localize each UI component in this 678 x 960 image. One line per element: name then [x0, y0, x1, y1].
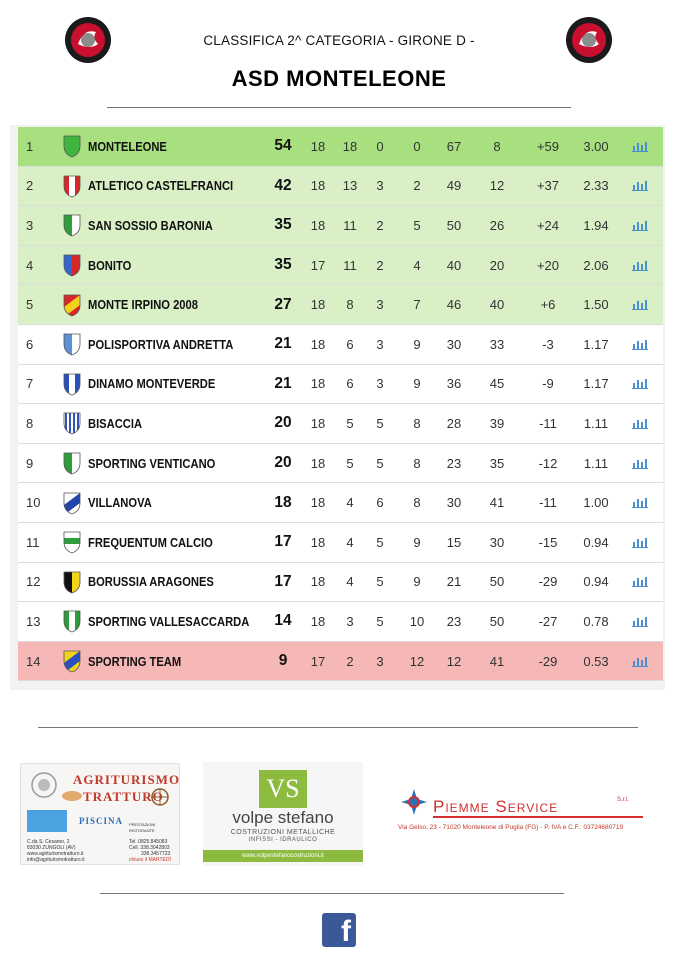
position: 2 — [26, 178, 34, 194]
team-shield-icon — [61, 206, 83, 245]
agriturismo-tel2: Cell. 338.3042803 — [129, 845, 170, 851]
volpe-sub1: COSTRUZIONI METALLICHE — [230, 829, 336, 836]
piemme-name: Piemme Service — [433, 797, 559, 816]
won: 4 — [346, 574, 354, 590]
won: 6 — [346, 336, 354, 352]
played: 18 — [310, 297, 326, 313]
played: 18 — [310, 217, 326, 233]
played: 17 — [310, 257, 326, 273]
played: 18 — [310, 138, 326, 154]
points: 35 — [274, 216, 292, 234]
volpe-web: www.volpestefanocostruzioni.it — [203, 850, 363, 862]
points-average: 2.06 — [583, 257, 609, 273]
standings-table-container — [10, 125, 665, 690]
lost: 4 — [413, 257, 421, 273]
lost: 0 — [413, 138, 421, 154]
position: 7 — [26, 376, 34, 392]
goals-against: 33 — [489, 336, 505, 352]
team-shield-icon — [61, 642, 83, 681]
won: 5 — [346, 415, 354, 431]
drawn: 3 — [376, 653, 384, 669]
lost: 7 — [413, 297, 421, 313]
pool-image — [27, 810, 67, 832]
goals-against: 26 — [489, 217, 505, 233]
points: 9 — [278, 652, 288, 670]
goal-difference: -9 — [542, 376, 554, 392]
goals-for: 50 — [446, 217, 462, 233]
goals-for: 28 — [446, 415, 462, 431]
team-shield-icon — [61, 444, 83, 483]
drawn: 6 — [376, 495, 384, 511]
goal-difference: -3 — [542, 336, 554, 352]
table-row — [18, 483, 663, 523]
stats-chart-icon[interactable] — [630, 285, 650, 324]
won: 11 — [343, 217, 357, 233]
goals-against: 50 — [489, 574, 505, 590]
volpe-name: volpe stefano — [232, 808, 334, 827]
team-name: DINAMO MONTEVERDE — [88, 376, 216, 392]
points-average: 1.17 — [583, 376, 609, 392]
points: 21 — [274, 374, 292, 392]
agriturismo-mail: info@agriturismotratturo.it — [27, 857, 85, 863]
divider-middle — [38, 727, 638, 728]
points: 18 — [274, 493, 292, 511]
played: 17 — [310, 653, 326, 669]
team-name: MONTELEONE — [88, 138, 167, 154]
played: 18 — [310, 495, 326, 511]
won: 13 — [342, 178, 358, 194]
facebook-icon[interactable]: f — [322, 913, 356, 947]
goal-difference: +24 — [536, 217, 560, 233]
played: 18 — [310, 613, 326, 629]
agriturismo-addr2: 83030 ZUNGOLI (AV) — [27, 845, 76, 851]
agriturismo-addr1: C.da S. Cesareo, 2 — [27, 839, 70, 845]
team-name: SAN SOSSIO BARONIA — [88, 217, 213, 233]
goals-for: 40 — [446, 257, 462, 273]
stats-chart-icon[interactable] — [630, 483, 650, 522]
played: 18 — [310, 415, 326, 431]
agriturismo-emblem-icon — [31, 772, 57, 798]
goals-for: 23 — [446, 455, 462, 471]
goals-against: 40 — [489, 297, 505, 313]
team-shield-icon — [61, 523, 83, 562]
table-row — [18, 563, 663, 603]
drawn: 2 — [376, 217, 384, 233]
goals-against: 12 — [489, 178, 505, 194]
won: 18 — [342, 138, 358, 154]
agriturismo-piscina: PISCINA — [79, 816, 124, 826]
goals-for: 21 — [446, 574, 462, 590]
piemme-suffix: S.r.l. — [617, 797, 630, 803]
goals-against: 41 — [489, 495, 505, 511]
team-name: BONITO — [88, 257, 132, 273]
team-name: BORUSSIA ARAGONES — [88, 574, 214, 590]
points: 27 — [274, 295, 292, 313]
points-average: 0.53 — [583, 653, 609, 669]
table-row — [18, 642, 663, 682]
position: 12 — [26, 574, 41, 590]
table-row — [18, 365, 663, 405]
team-shield-icon — [61, 127, 83, 166]
agriturismo-tel3: 338.3457723 — [141, 851, 171, 857]
points: 54 — [274, 137, 292, 155]
played: 18 — [310, 336, 326, 352]
table-row — [18, 602, 663, 642]
stats-chart-icon[interactable] — [630, 167, 650, 206]
team-shield-icon — [61, 602, 83, 641]
table-row — [18, 444, 663, 484]
points: 17 — [274, 533, 292, 551]
team-name: FREQUENTUM CALCIO — [88, 534, 213, 550]
goal-difference: -15 — [538, 534, 558, 550]
stats-chart-icon[interactable] — [630, 206, 650, 245]
won: 2 — [346, 653, 354, 669]
goal-difference: -27 — [538, 613, 558, 629]
goal-difference: -11 — [539, 415, 557, 431]
sponsor-piemme-service[interactable] — [393, 787, 658, 839]
volpe-logo: VS — [259, 770, 307, 808]
stats-chart-icon[interactable] — [630, 404, 650, 443]
team-shield-icon — [61, 404, 83, 443]
played: 18 — [310, 455, 326, 471]
lost: 2 — [413, 178, 421, 194]
agriturismo-name-2: TRATTURO — [83, 789, 164, 804]
lost: 8 — [413, 455, 421, 471]
won: 4 — [346, 534, 354, 550]
team-shield-icon — [61, 167, 83, 206]
team-name: SPORTING VALLESACCARDA — [88, 613, 250, 629]
table-row — [18, 246, 663, 286]
agriturismo-tel1: Tel. 0825.845083 — [129, 839, 168, 845]
standings-table — [18, 127, 663, 681]
points: 42 — [274, 176, 292, 194]
sponsor-agriturismo[interactable] — [20, 763, 180, 865]
drawn: 5 — [376, 455, 384, 471]
stats-chart-icon[interactable] — [630, 325, 650, 364]
wagon-wheel-icon — [149, 788, 171, 806]
drawn: 5 — [376, 613, 384, 629]
goal-difference: -12 — [538, 455, 558, 471]
goal-difference: +6 — [540, 297, 556, 313]
points: 35 — [274, 256, 292, 274]
points-average: 1.94 — [583, 217, 609, 233]
drawn: 2 — [376, 257, 384, 273]
goals-against: 35 — [489, 455, 505, 471]
stats-chart-icon[interactable] — [630, 365, 650, 404]
position: 13 — [26, 613, 41, 629]
position: 6 — [26, 336, 34, 352]
stats-chart-icon[interactable] — [630, 127, 650, 166]
goals-against: 41 — [489, 653, 505, 669]
divider-bottom — [100, 893, 564, 894]
points: 20 — [274, 414, 292, 432]
agriturismo-services: PRESTAZIONI RISTORANTE — [129, 822, 156, 833]
table-row — [18, 206, 663, 246]
drawn: 3 — [376, 178, 384, 194]
points: 14 — [274, 612, 292, 630]
goals-for: 46 — [446, 297, 462, 313]
team-name: MONTE IRPINO 2008 — [88, 297, 198, 313]
agriturismo-name-1: AGRITURISMO — [73, 772, 181, 787]
position: 9 — [26, 455, 34, 471]
points-average: 0.94 — [583, 574, 609, 590]
stats-chart-icon[interactable] — [630, 246, 650, 285]
lost: 10 — [409, 613, 425, 629]
page-title: ASD MONTELEONE — [231, 66, 447, 91]
goals-for: 49 — [446, 178, 462, 194]
won: 11 — [343, 257, 357, 273]
table-row — [18, 325, 663, 365]
position: 3 — [26, 217, 34, 233]
position: 1 — [26, 138, 34, 154]
table-row — [18, 523, 663, 563]
team-name: BISACCIA — [88, 415, 143, 431]
stats-chart-icon[interactable] — [630, 602, 650, 641]
team-name: SPORTING TEAM — [88, 653, 182, 669]
goal-difference: +20 — [536, 257, 560, 273]
divider-top — [107, 107, 571, 108]
goals-against: 50 — [489, 613, 505, 629]
goals-for: 23 — [446, 613, 462, 629]
goals-for: 30 — [446, 495, 462, 511]
won: 6 — [346, 376, 354, 392]
goal-difference: +37 — [536, 178, 560, 194]
table-row — [18, 167, 663, 207]
drawn: 5 — [376, 574, 384, 590]
piemme-address: Via Gelso, 23 - 71020 Monteleone di Puglia (FG) - P. IVA e C.F.: 03724680719 — [398, 824, 624, 831]
points: 21 — [274, 335, 292, 353]
table-row — [18, 404, 663, 444]
table-row — [18, 285, 663, 325]
team-shield-icon — [61, 325, 83, 364]
team-name: SPORTING VENTICANO — [88, 455, 216, 471]
played: 18 — [310, 376, 326, 392]
lost: 9 — [413, 534, 421, 550]
volpe-sub2: INFISSI - IDRAULICO — [248, 837, 318, 843]
won: 4 — [346, 495, 354, 511]
points: 20 — [274, 454, 292, 472]
goals-against: 8 — [493, 138, 501, 154]
played: 18 — [310, 534, 326, 550]
goals-against: 39 — [489, 415, 505, 431]
goal-difference: -29 — [538, 653, 558, 669]
drawn: 5 — [376, 415, 384, 431]
goals-against: 30 — [489, 534, 505, 550]
agriturismo-web: www.agriturismotratturo.it — [27, 851, 84, 857]
points-average: 3.00 — [583, 138, 609, 154]
position: 4 — [26, 257, 34, 273]
lost: 5 — [413, 217, 421, 233]
goal-difference: -11 — [539, 495, 557, 511]
sponsor-volpe-stefano[interactable] — [203, 762, 363, 866]
drawn: 3 — [376, 336, 384, 352]
goals-against: 20 — [489, 257, 505, 273]
points-average: 0.94 — [583, 534, 609, 550]
won: 3 — [346, 613, 354, 629]
position: 14 — [26, 653, 41, 669]
lost: 8 — [413, 495, 421, 511]
points: 17 — [274, 572, 292, 590]
won: 5 — [346, 455, 354, 471]
agriturismo-closed: chiuso il MARTEDÌ — [129, 857, 171, 863]
page-subtitle: CLASSIFICA 2^ CATEGORIA - GIRONE D - — [203, 33, 475, 48]
drawn: 0 — [376, 138, 384, 154]
points-average: 1.00 — [583, 495, 609, 511]
stats-chart-icon[interactable] — [630, 563, 650, 602]
drawn: 3 — [376, 376, 384, 392]
goals-against: 45 — [489, 376, 505, 392]
food-icon — [61, 788, 83, 802]
won: 8 — [346, 297, 354, 313]
drawn: 5 — [376, 534, 384, 550]
position: 8 — [26, 415, 34, 431]
team-name: VILLANOVA — [88, 495, 152, 511]
lost: 9 — [413, 336, 421, 352]
points-average: 1.11 — [583, 415, 609, 431]
points-average: 1.17 — [583, 336, 609, 352]
position: 10 — [26, 495, 41, 511]
team-name: ATLETICO CASTELFRANCI — [88, 178, 234, 194]
drawn: 3 — [376, 297, 384, 313]
points-average: 2.33 — [583, 178, 609, 194]
played: 18 — [310, 178, 326, 194]
points-average: 1.50 — [583, 297, 609, 313]
goals-for: 15 — [446, 534, 462, 550]
team-shield-icon — [61, 483, 83, 522]
goals-for: 12 — [446, 653, 462, 669]
lost: 9 — [413, 376, 421, 392]
played: 18 — [310, 574, 326, 590]
goal-difference: +59 — [536, 138, 560, 154]
table-row — [18, 127, 663, 167]
goals-for: 67 — [446, 138, 462, 154]
piemme-underline — [433, 816, 643, 818]
goal-difference: -29 — [538, 574, 558, 590]
stats-chart-icon[interactable] — [630, 642, 650, 681]
stats-chart-icon[interactable] — [630, 444, 650, 483]
points-average: 0.78 — [583, 613, 609, 629]
team-shield-icon — [61, 365, 83, 404]
position: 5 — [26, 297, 34, 313]
stats-chart-icon[interactable] — [630, 523, 650, 562]
position: 11 — [26, 534, 40, 550]
lost: 8 — [413, 415, 421, 431]
team-shield-icon — [61, 563, 83, 602]
piemme-star-icon — [399, 787, 429, 817]
points-average: 1.11 — [583, 455, 609, 471]
team-name: POLISPORTIVA ANDRETTA — [88, 336, 234, 352]
goals-for: 30 — [446, 336, 462, 352]
team-shield-icon — [61, 285, 83, 324]
lost: 12 — [409, 653, 425, 669]
goals-for: 36 — [446, 376, 462, 392]
lost: 9 — [413, 574, 421, 590]
team-shield-icon — [61, 246, 83, 285]
